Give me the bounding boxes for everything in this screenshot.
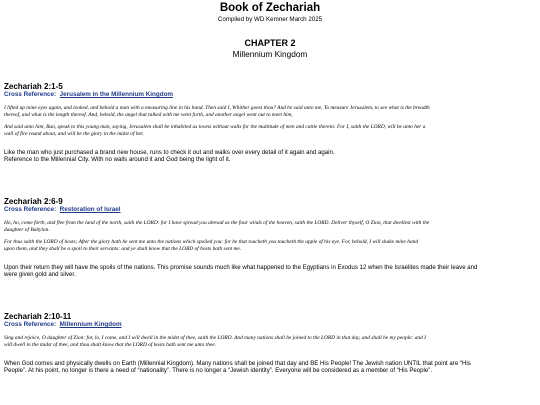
verse-line: wall of fire round about, and will be the glory in the midst of her. [4, 131, 144, 138]
commentary-line: Like the man who just purchased a brand new house, runs to check it out and walks over every detail of it again and again. [4, 148, 335, 156]
section-zechariah-2-6-9 [4, 197, 540, 279]
document-title: Book of Zechariah [219, 2, 321, 14]
commentary-line: Reference to the Millennial City. With no walls around it and God being the light of it. [4, 156, 231, 164]
verse-line: I lifted up mine eyes again, and looked, and behold a man with a measuring line in his hand. Then said I, Whither goest thou? And he said unto me, To measure Jerusalem, to see what is the breadth [4, 105, 430, 111]
section-heading: Zechariah 2:10-11 [4, 312, 72, 321]
verse-line: For thus saith the LORD of hosts; After the glory hath he sent me unto the nations which spoiled you: for he that toucheth you toucheth the apple of his eye. For, behold, I will shake mine hand [4, 238, 419, 245]
cross-reference-link[interactable]: Restoration of Israel [59, 206, 121, 213]
section-heading: Zechariah 2:6-9 [4, 197, 63, 206]
cross-reference-link[interactable]: Millennium Kingdom [59, 321, 122, 328]
section-zechariah-2-1-5 [4, 82, 540, 164]
cross-reference [4, 321, 540, 329]
verse-line: will dwell in the midst of thee, and thou shalt know that the LORD of hosts hath sent me unto thee. [4, 342, 217, 349]
verse-line: Ho, ho, come forth, and flee from the land of the north, saith the LORD: for I have spread you abroad as the four winds of the heaven, saith the LORD. Deliver thyself, O Zion, that dwellest with the [4, 220, 430, 226]
commentary-line: Upon their return they will have the spoils of the nations. This promise sounds much like what happened to the Egyptians in Exodus 12 when the Israelites made their leave and [4, 263, 478, 271]
verse-line: daughter of Babylon. [4, 227, 50, 234]
compiled-by-line: Compiled by WD Kemner March 2025 [217, 16, 323, 23]
verse-line: thereof, and what is the length thereof. And, behold, the angel that talked with me went forth, and another angel went out to meet him, [4, 112, 293, 119]
cross-reference-label: Cross Reference: [4, 206, 57, 213]
commentary-line: When God comes and physically dwells on Earth (Millennial Kingdom). Many nations shall be joined that day and BE His People! The Jewish nation UNTIL that point are “His [4, 359, 471, 367]
cross-reference [4, 206, 540, 214]
cross-reference-label: Cross Reference: [4, 321, 57, 328]
section-heading: Zechariah 2:1-5 [4, 82, 63, 91]
cross-reference [4, 91, 540, 99]
cross-reference-link[interactable]: Jerusalem in the Millennium Kingdom [59, 91, 174, 98]
chapter-subtitle: Millennium Kingdom [232, 49, 308, 59]
commentary-line: were given gold and silver. [4, 271, 76, 279]
commentary-line: People”. At his point, no longer is there a need of “nationality”. There is no longer a “Jewish identity”. Everyone will be considered as a member of “His People”. [4, 367, 433, 375]
verse-line: Sing and rejoice, O daughter of Zion: for, lo, I come, and I will dwell in the midst of thee, saith the LORD. And many nations shall be joined to the LORD in that day, and shall be my people: and I [4, 335, 426, 341]
verse-line: upon them, and they shall be a spoil to their servants: and ye shall know that the LORD of hosts hath sent me. [4, 246, 242, 253]
chapter-heading: CHAPTER 2 [244, 38, 296, 48]
cross-reference-label: Cross Reference: [4, 91, 57, 98]
verse-line: And said unto him, Run, speak to this young man, saying, Jerusalem shall be inhabited as towns without walls for the multitude of men and cattle therein: For I, saith the LORD, will be unto her a [4, 123, 426, 130]
section-zechariah-2-10-11 [4, 312, 540, 375]
